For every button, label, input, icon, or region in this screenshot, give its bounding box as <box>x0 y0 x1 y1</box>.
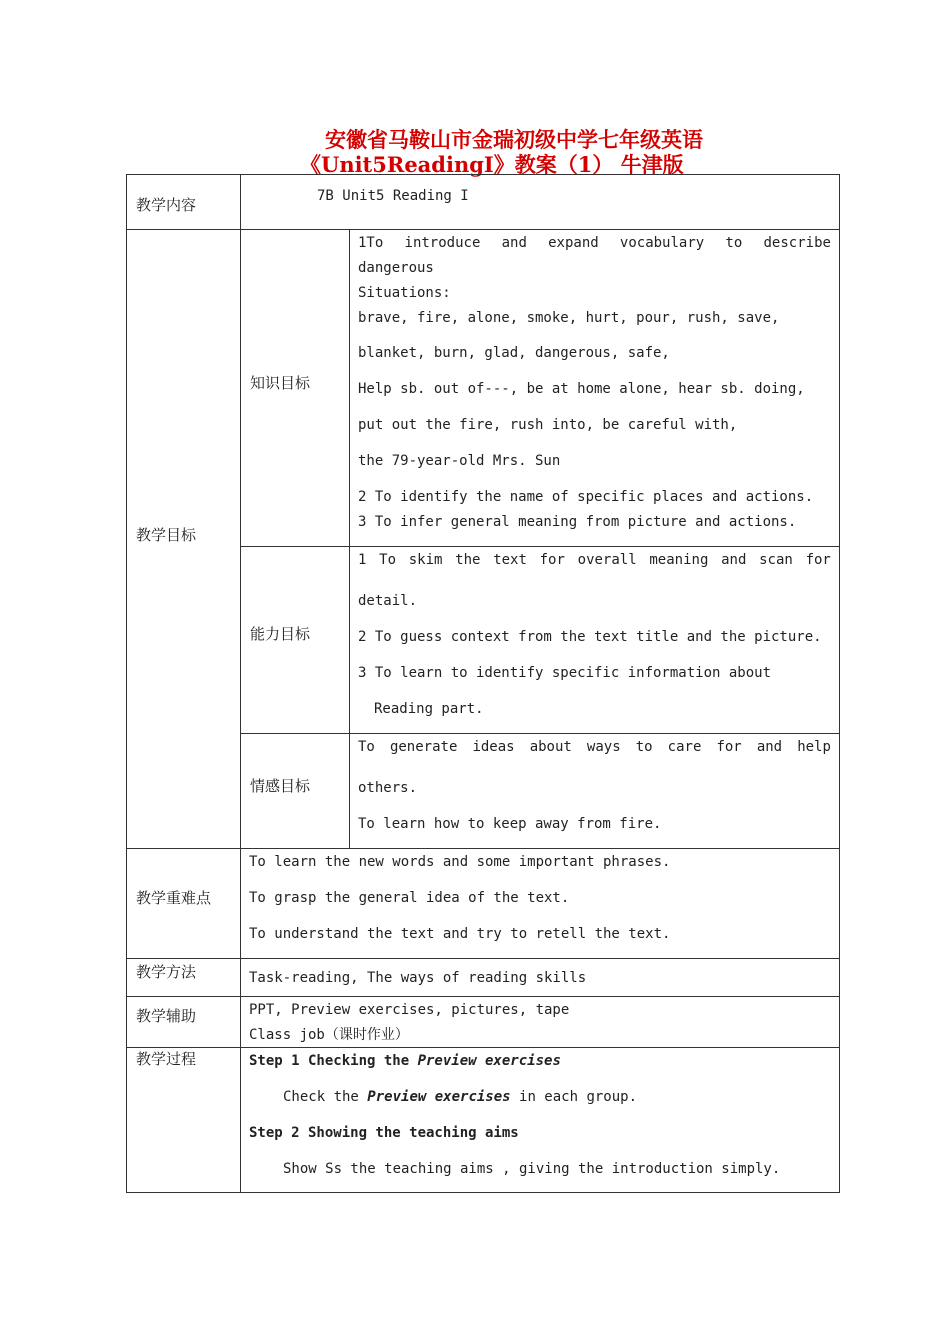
document-title-line1: 安徽省马鞍山市金瑞初级中学七年级英语 <box>325 127 703 152</box>
step1-body-italic: Preview exercises <box>367 1089 511 1105</box>
ability-line1 <box>358 551 839 569</box>
document-title-line2: 《Unit5ReadingI》教案（1） 牛津版 <box>300 152 684 177</box>
label-aids-text: 教学辅助 <box>136 1007 197 1025</box>
label-key-points <box>127 849 241 959</box>
step1-body-prefix: Check the <box>283 1089 368 1105</box>
content-value: 7B Unit5 Reading I <box>317 188 469 204</box>
knowledge-line: put out the fire, rush into, be careful with, <box>358 417 738 433</box>
ability-line: 3 To learn to identify specific information about <box>358 665 772 681</box>
step2-body: Show Ss the teaching aims , giving the introduction simply. <box>283 1161 781 1177</box>
word: To <box>379 552 397 568</box>
label-content <box>127 175 241 230</box>
label-ability-text: 能力目标 <box>250 625 311 643</box>
row-key-points <box>127 849 840 959</box>
knowledge-line: blanket, burn, glad, dangerous, safe, <box>358 345 670 361</box>
step1-title-prefix: Step 1 Checking the <box>249 1053 418 1069</box>
content-value-cell <box>241 175 840 230</box>
word: the <box>455 552 481 568</box>
label-emotion <box>241 734 350 849</box>
methods-value: Task-reading, The ways of reading skills <box>249 970 587 986</box>
word: ways <box>586 739 621 755</box>
aids-line: PPT, Preview exercises, pictures, tape <box>249 1002 570 1018</box>
label-key-points-text: 教学重难点 <box>136 889 212 907</box>
label-methods-text: 教学方法 <box>136 963 197 981</box>
word: describe <box>763 235 831 251</box>
knowledge-line: 2 To identify the name of specific places and actions. <box>358 489 814 505</box>
word: text <box>493 552 527 568</box>
word: and <box>721 552 747 568</box>
emotion-line: To learn how to keep away from fire. <box>358 816 662 832</box>
key-point-line: To understand the text and try to retell the text. <box>249 926 671 942</box>
methods-cell <box>241 959 840 997</box>
key-points-cell <box>241 849 840 959</box>
knowledge-line: Help sb. out of---, be at home alone, hear sb. doing, <box>358 381 805 397</box>
label-objectives-text: 教学目标 <box>136 526 197 544</box>
ability-line: Reading part. <box>374 701 484 717</box>
row-content <box>127 175 840 230</box>
word: introduce <box>404 235 481 251</box>
word: ideas <box>472 739 515 755</box>
label-ability <box>241 547 350 734</box>
emotion-line: others. <box>358 780 418 796</box>
aids-cell <box>241 997 840 1048</box>
ability-line: 2 To guess context from the text title and the picture. <box>358 629 822 645</box>
key-point-line: To grasp the general idea of the text. <box>249 890 570 906</box>
label-process <box>127 1048 241 1193</box>
row-aids <box>127 997 840 1048</box>
word: for <box>805 552 831 568</box>
word: scan <box>759 552 793 568</box>
label-content-text: 教学内容 <box>136 196 197 214</box>
process-cell <box>241 1048 840 1193</box>
word: to <box>725 235 743 251</box>
ability-line: detail. <box>358 593 418 609</box>
knowledge-line: Situations: <box>358 285 451 301</box>
word: meaning <box>649 552 709 568</box>
step2-title: Step 2 Showing the teaching aims <box>249 1125 519 1141</box>
label-knowledge-text: 知识目标 <box>250 374 311 392</box>
label-knowledge <box>241 230 350 547</box>
label-process-text: 教学过程 <box>136 1050 197 1068</box>
label-emotion-text: 情感目标 <box>250 777 311 795</box>
row-methods <box>127 959 840 997</box>
word: generate <box>389 739 458 755</box>
word: expand <box>548 235 599 251</box>
lesson-plan-table <box>126 174 840 1193</box>
word: about <box>529 739 572 755</box>
word: and <box>756 739 783 755</box>
word: for <box>716 739 742 755</box>
word: To <box>358 739 375 755</box>
word: skim <box>408 552 443 568</box>
word: to <box>635 739 653 755</box>
knowledge-line: 3 To infer general meaning from picture and actions. <box>358 514 797 530</box>
emotion-line1 <box>358 738 839 756</box>
knowledge-line: dangerous <box>358 260 434 276</box>
knowledge-line: the 79-year-old Mrs. Sun <box>358 453 561 469</box>
knowledge-line: brave, fire, alone, smoke, hurt, pour, rush, save, <box>358 310 780 326</box>
row-knowledge <box>127 230 840 547</box>
ability-cell <box>350 547 840 734</box>
word: vocabulary <box>619 235 705 251</box>
row-process <box>127 1048 840 1193</box>
word: help <box>797 739 831 755</box>
knowledge-cell <box>350 230 840 547</box>
step1-title-italic: Preview exercises <box>417 1053 561 1069</box>
label-objectives <box>127 230 241 849</box>
emotion-cell <box>350 734 840 849</box>
word: 1To <box>358 235 384 251</box>
word: 1 <box>358 552 367 568</box>
step1-title <box>249 1052 839 1070</box>
knowledge-line1 <box>358 234 839 252</box>
step1-body <box>249 1088 839 1106</box>
aids-line: Class job（课时作业） <box>249 1027 409 1043</box>
step1-body-suffix: in each group. <box>510 1089 638 1105</box>
word: and <box>501 235 527 251</box>
word: care <box>667 739 702 755</box>
word: overall <box>577 552 637 568</box>
label-aids <box>127 997 241 1048</box>
word: for <box>539 552 565 568</box>
key-point-line: To learn the new words and some important phrases. <box>249 854 671 870</box>
label-methods <box>127 959 241 997</box>
